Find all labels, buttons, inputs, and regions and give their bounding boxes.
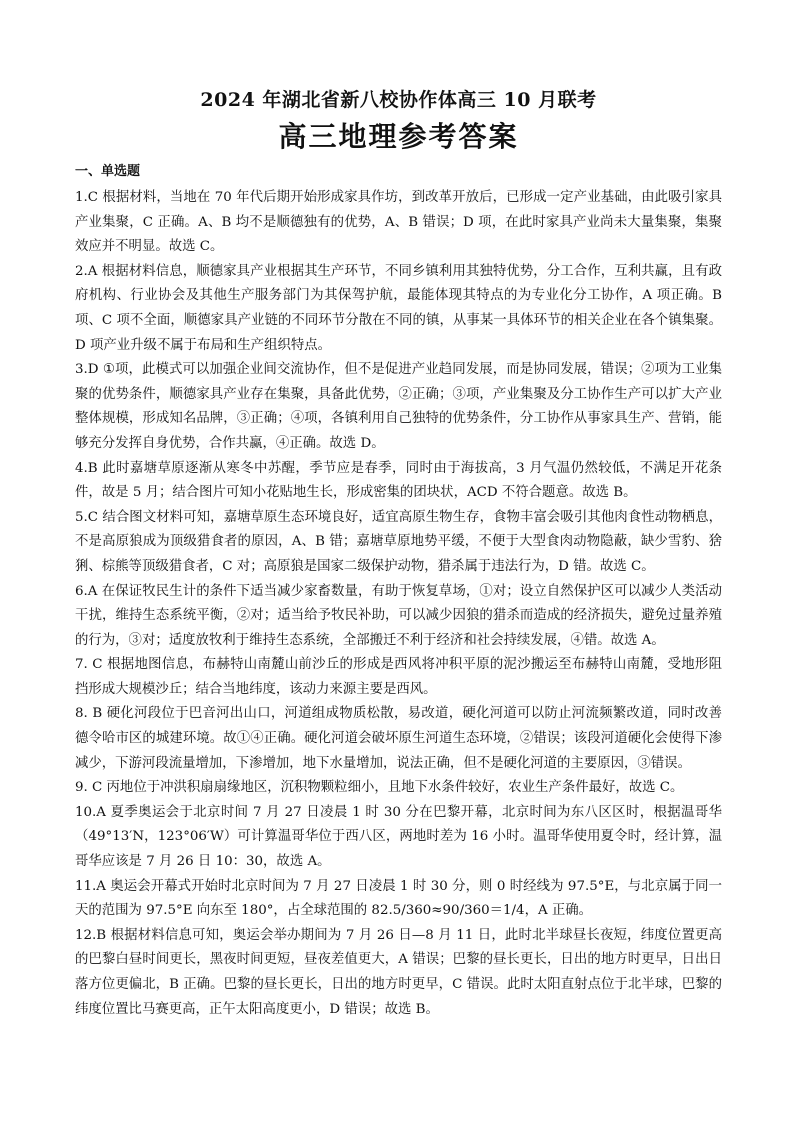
answer-text: 根据材料信息，顺德家具产业根据其生产环节，不同乡镇利用其独特优势，分工合作，互利共赢，且有政府机构、行业协会及其他生产服务部门为其保驾护航，最能体现其特点的为专业化分工协作，A 项正确。B 项、C 项不全面，顺德家具产业链的不同环节分散在不同的镇，从事某一具体环节的相关企业在各个镇集聚。D 项产业升级不属于布局和生产组织特点。 <box>75 263 722 353</box>
answer-number: 8. B <box>75 706 103 722</box>
answer-item <box>75 186 722 260</box>
answer-list <box>75 186 722 1022</box>
answer-number: 3.D <box>75 362 99 378</box>
answer-number: 12.B <box>75 927 107 943</box>
answer-item <box>75 702 722 776</box>
answer-item <box>75 801 722 875</box>
answer-number: 10.A <box>75 804 106 820</box>
answer-number: 7. C <box>75 657 103 673</box>
answer-number: 4.B <box>75 460 98 476</box>
answer-item <box>75 457 722 506</box>
answer-text: ①项，此模式可以加强企业间交流协作，但不是促进产业趋同发展，而是协同发展，错误；②项为工业集聚的优势条件，顺德家具产业存在集聚，具备此优势，②正确；③项，产业集聚及分工协作生产可以扩大产业整体规模，形成知名品牌，③正确；④项，各镇利用自己独特的优势条件，分工协作从事家具生产、营销，能够充分发挥自身优势，合作共赢，④正确。故选 D。 <box>75 362 722 451</box>
subject-title: 高三地理参考答案 <box>278 120 519 153</box>
answer-item <box>75 506 722 580</box>
answer-text: 夏季奥运会于北京时间 7 月 27 日凌晨 1 时 30 分在巴黎开幕，北京时间为东八区区时，根据温哥华（49°13′N，123°06′W）可计算温哥华位于西八区，两地时差为 16 小时。温哥华使用夏令时，经计算，温哥华应该是 7 月 26 日 10：30，故选 A。 <box>75 804 722 870</box>
answer-item <box>75 580 722 654</box>
exam-title: 2024 年湖北省新八校协作体高三 10 月联考 <box>200 89 597 111</box>
answer-item <box>75 924 722 1022</box>
answer-text: 奥运会开幕式开始时北京时间为 7 月 27 日凌晨 1 时 30 分，则 0 时经线为 97.5°E，与北京属于同一天的范围为 97.5°E 向东至 180°，占全球范围的 82.5/360≈90/360＝1/4，A 正确。 <box>75 878 722 919</box>
answer-text: 在保证牧民生计的条件下适当减少家畜数量，有助于恢复草场，①对；设立自然保护区可以减少人类活动干扰，维持生态系统平衡，②对；适当给予牧民补助，可以减少因狼的猎杀而造成的经济损失，避免过量养殖的行为，③对；适度放牧利于维持生态系统，全部搬迁不利于经济和社会持续发展，④错。故选 A。 <box>75 583 722 648</box>
section-heading: 一、单选题 <box>75 164 141 179</box>
answer-text: 此时嘉塘草原逐渐从寒冬中苏醒，季节应是春季，同时由于海拔高，3 月气温仍然较低，不满足开花条件，故是 5 月；结合图片可知小花贴地生长，形成密集的团块状，ACD 不符合题意。故选 B。 <box>75 460 722 501</box>
answer-item <box>75 653 722 702</box>
answer-number: 6.A <box>75 583 98 599</box>
answer-number: 2.A <box>75 263 98 279</box>
answer-number: 9. C <box>75 780 103 796</box>
answer-text: 丙地位于冲洪积扇扇缘地区，沉积物颗粒细小，且地下水条件较好，农业生产条件最好，故选 C。 <box>102 780 684 796</box>
answer-text: 结合图文材料可知，嘉塘草原生态环境良好，适宜高原生物生存，食物丰富会吸引其他肉食性动物栖息，不是高原狼成为顶级猎食者的原因，A、B 错；嘉塘草原地势平缓，不便于大型食肉动物隐蔽，缺少雪豹、猞猁、棕熊等顶级猎食者，C 对；高原狼是国家二级保护动物，猎杀属于违法行为，D 错。故选 C。 <box>75 509 722 574</box>
answer-text: 根据地图信息，布赫特山南麓山前沙丘的形成是西风将冲积平原的泥沙搬运至布赫特山南麓，受地形阻挡形成大规模沙丘；结合当地纬度，该动力来源主要是西风。 <box>75 657 722 697</box>
answer-text: 根据材料信息可知，奥运会举办期间为 7 月 26 日—8 月 11 日，此时北半球昼长夜短，纬度位置更高的巴黎白昼时间更长，黑夜时间更短，昼夜差值更大，A 错误；巴黎的昼长更长，日出的地方时更早，日出日落方位更偏北，B 正确。巴黎的昼长更长，日出的地方时更早，C 错误。此时太阳直射点位于北半球，巴黎的纬度位置比马赛更高，正午太阳高度更小，D 错误；故选 B。 <box>75 927 722 1017</box>
answer-number: 1.C <box>75 190 99 205</box>
answer-text: 硬化河段位于巴音河出山口，河道组成物质松散，易改道，硬化河道可以防止河流频繁改道，同时改善德令哈市区的城建环境。故①④正确。硬化河道会破坏原生河道生态环境，②错误；该段河道硬化会使得下渗减少，下游河段流量增加，下渗增加，地下水量增加，说法正确，但不是硬化河道的主要原因，③错误。 <box>75 706 722 771</box>
answer-item <box>75 358 722 456</box>
answer-item <box>75 260 722 358</box>
answer-number: 5.C <box>75 509 99 525</box>
answer-number: 11.A <box>75 878 106 894</box>
answer-item <box>75 776 722 801</box>
answer-item <box>75 875 722 924</box>
answer-text: 根据材料，当地在 70 年代后期开始形成家具作坊，到改革开放后，已形成一定产业基础，由此吸引家具产业集聚，C 正确。A、B 均不是顺德独有的优势，A、B 错误；D 项，在此时家具产业尚未大量集聚，集聚效应并不明显。故选 C。 <box>75 190 722 255</box>
